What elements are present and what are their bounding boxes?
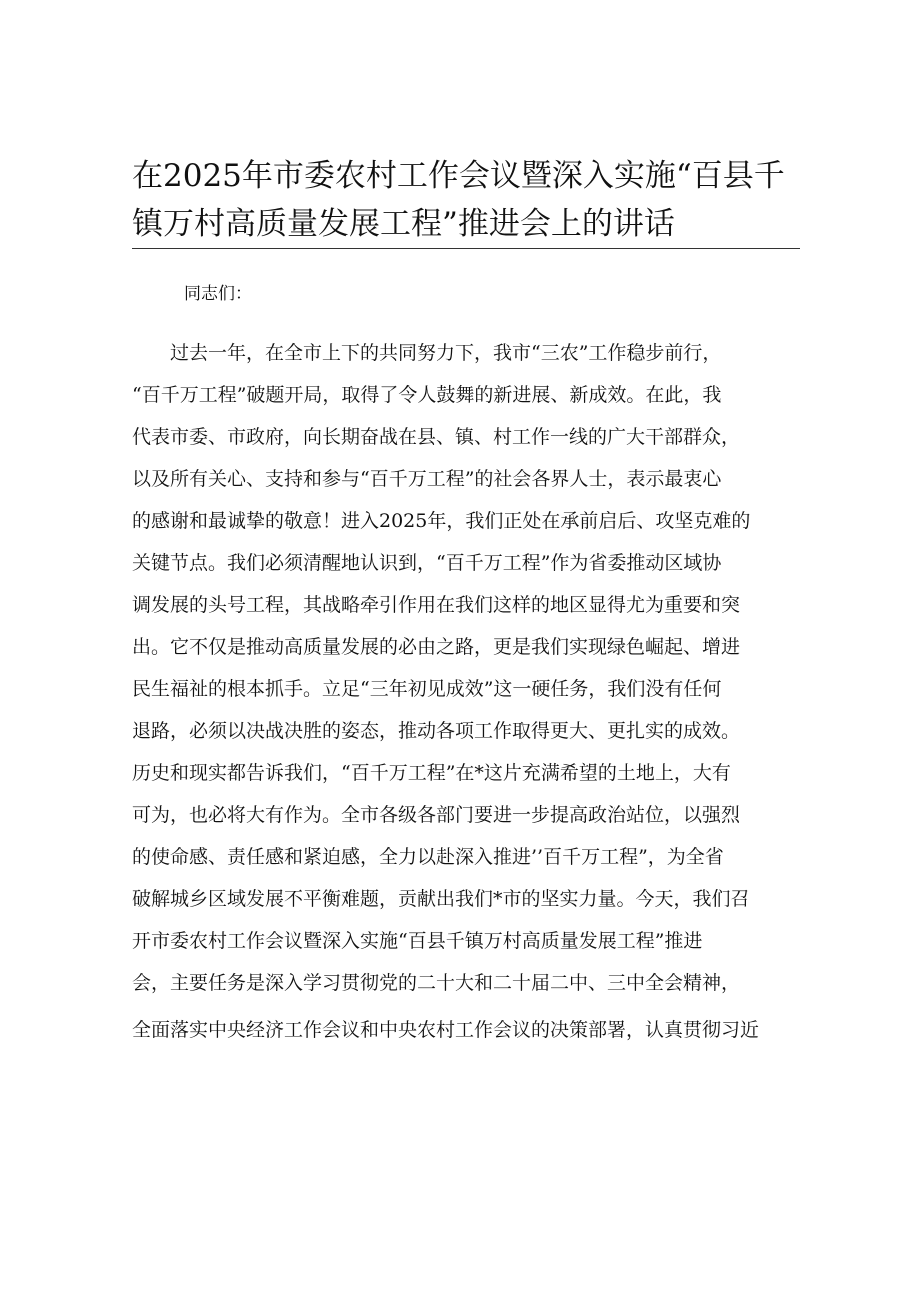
paragraph-line: 代表市委、市政府，向长期奋战在县、镇、村工作一线的广大干部群众， [132, 426, 741, 448]
paragraph-line: 破解城乡区域发展不平衡难题，贡献出我们*市的坚实力量。今天，我们召 [132, 888, 750, 910]
salutation: 同志们： [184, 284, 252, 304]
paragraph-line: 出。它不仅是推动高质量发展的必由之路，更是我们实现绿色崛起、增进 [132, 636, 741, 658]
paragraph-line: 关键节点。我们必须清醒地认识到，“百千万工程”作为省委推动区域协 [132, 552, 722, 574]
document-title [132, 152, 800, 248]
title-line: 在2025年市委农村工作会议暨深入实施“百县千 [132, 158, 785, 194]
paragraph-line: 开市委农村工作会议暨深入实施“百县千镇万村高质量发展工程”推进 [132, 930, 703, 952]
paragraph-line: 可为，也必将大有作为。全市各级各部门要进一步提高政治站位，以强烈 [132, 804, 741, 826]
paragraph-line: 的使命感、责任感和紧迫感，全力以赴深入推进’’百千万工程”，为全省 [132, 846, 724, 868]
paragraph-line: 以及所有关心、支持和参与“百千万工程”的社会各界人士，表示最衷心 [132, 468, 722, 490]
paragraph-line: 的感谢和最诚挚的敬意！进入2025年，我们正处在承前启后、攻坚克难的 [132, 510, 751, 532]
paragraph-line: 民生福祉的根本抓手。立足“三年初见成效”这一硬任务，我们没有任何 [132, 678, 722, 700]
paragraph-line: 过去一年，在全市上下的共同努力下，我市“三农”工作稳步前行， [132, 342, 722, 364]
paragraph-line: 调发展的头号工程，其战略牵引作用在我们这样的地区显得尤为重要和突 [132, 594, 741, 616]
paragraph-line: 全面落实中央经济工作会议和中央农村工作会议的决策部署，认真贯彻习近 [132, 1019, 760, 1041]
paragraph-line: 退路，必须以决战决胜的姿态，推动各项工作取得更大、更扎实的成效。 [132, 720, 741, 742]
paragraph-line: 历史和现实都告诉我们，“百千万工程”在*这片充满希望的土地上，大有 [132, 762, 731, 784]
title-line: 镇万村高质量发展工程”推进会上的讲话 [132, 206, 675, 242]
paragraph-line: “百千万工程”破题开局，取得了令人鼓舞的新进展、新成效。在此，我 [132, 384, 722, 406]
paragraph-line: 会，主要任务是深入学习贯彻党的二十大和二十届二中、三中全会精神， [132, 972, 741, 994]
title-underline-rule [132, 248, 800, 249]
